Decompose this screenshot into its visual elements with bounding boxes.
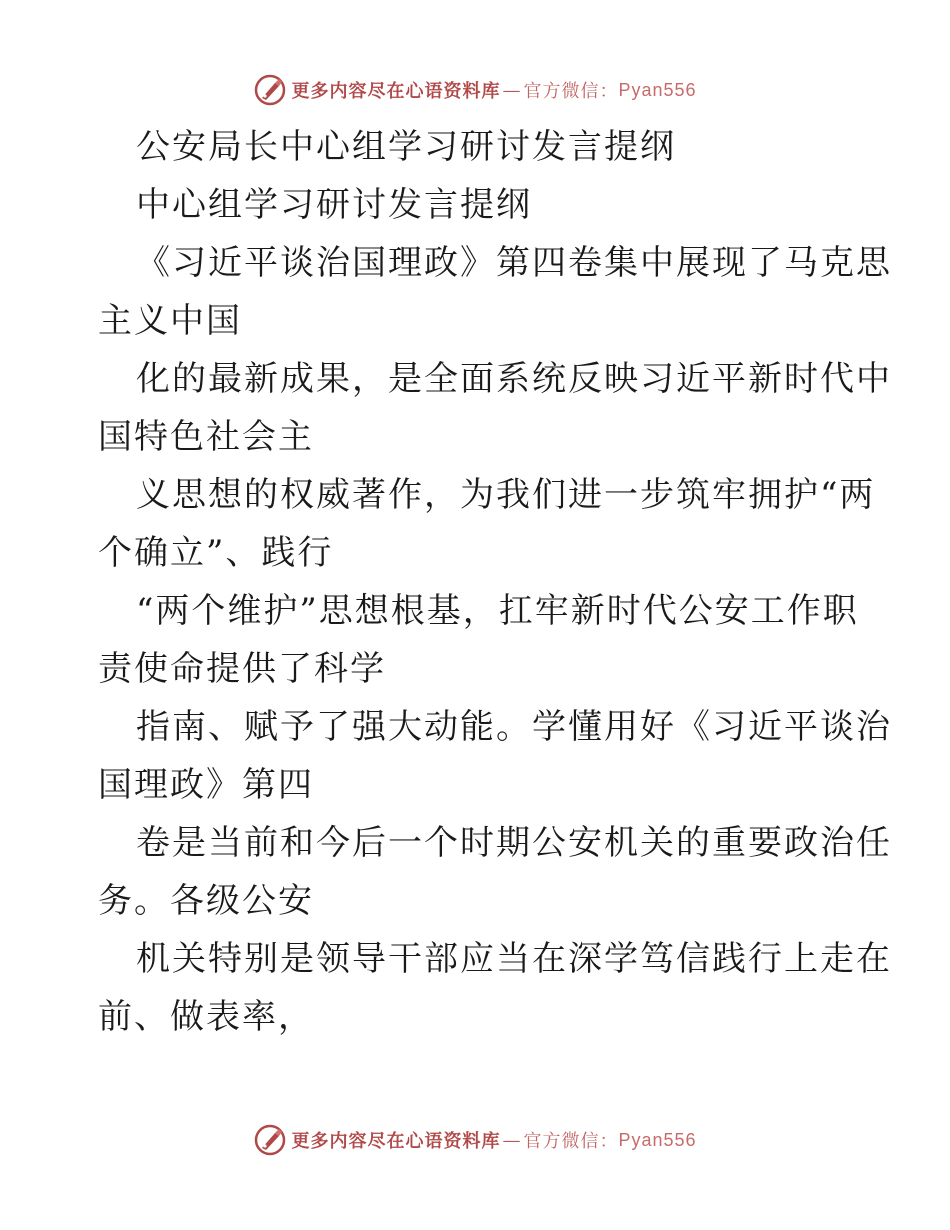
footer-watermark — [0, 1120, 950, 1160]
banner-wechat-id: Pyan556 — [618, 79, 697, 100]
pen-logo-icon — [253, 73, 287, 107]
banner-dash: — — [502, 79, 522, 101]
text-line: 国特色社会主 — [98, 417, 314, 457]
banner-label: 官方微信： — [523, 1131, 619, 1152]
text-line: 国理政》第四 — [98, 765, 314, 805]
text-line: 中心组学习研讨发言提纲 — [136, 185, 532, 225]
text-line: 指南、赋予了强大动能。学懂用好《习近平谈治 — [136, 707, 892, 747]
text-line: 务。各级公安 — [98, 881, 314, 921]
text-line: 前、做表率， — [98, 997, 314, 1037]
banner-text: 更多内容尽在心语资料库 — [291, 1131, 501, 1152]
text-line: 《习近平谈治国理政》第四卷集中展现了马克思 — [136, 243, 892, 283]
text-line: 卷是当前和今后一个时期公安机关的重要政治任 — [136, 823, 892, 863]
text-line: 个确立”、践行 — [98, 533, 334, 573]
document-title-line: 公安局长中心组学习研讨发言提纲 — [136, 127, 676, 167]
banner-dash: — — [502, 1129, 522, 1151]
text-line: 主义中国 — [98, 301, 242, 341]
header-watermark — [0, 70, 950, 110]
banner-text: 更多内容尽在心语资料库 — [291, 81, 501, 102]
text-line: 化的最新成果，是全面系统反映习近平新时代中 — [136, 359, 892, 399]
banner-label: 官方微信： — [523, 81, 619, 102]
document-body — [98, 118, 892, 1046]
text-line: “两个维护”思想根基，扛牢新时代公安工作职 — [136, 591, 859, 631]
pen-logo-icon — [253, 1123, 287, 1157]
banner-wechat-id: Pyan556 — [618, 1129, 697, 1150]
text-line: 义思想的权威著作，为我们进一步筑牢拥护“两 — [136, 475, 876, 515]
text-line: 机关特别是领导干部应当在深学笃信践行上走在 — [136, 939, 892, 979]
text-line: 责使命提供了科学 — [98, 649, 386, 689]
